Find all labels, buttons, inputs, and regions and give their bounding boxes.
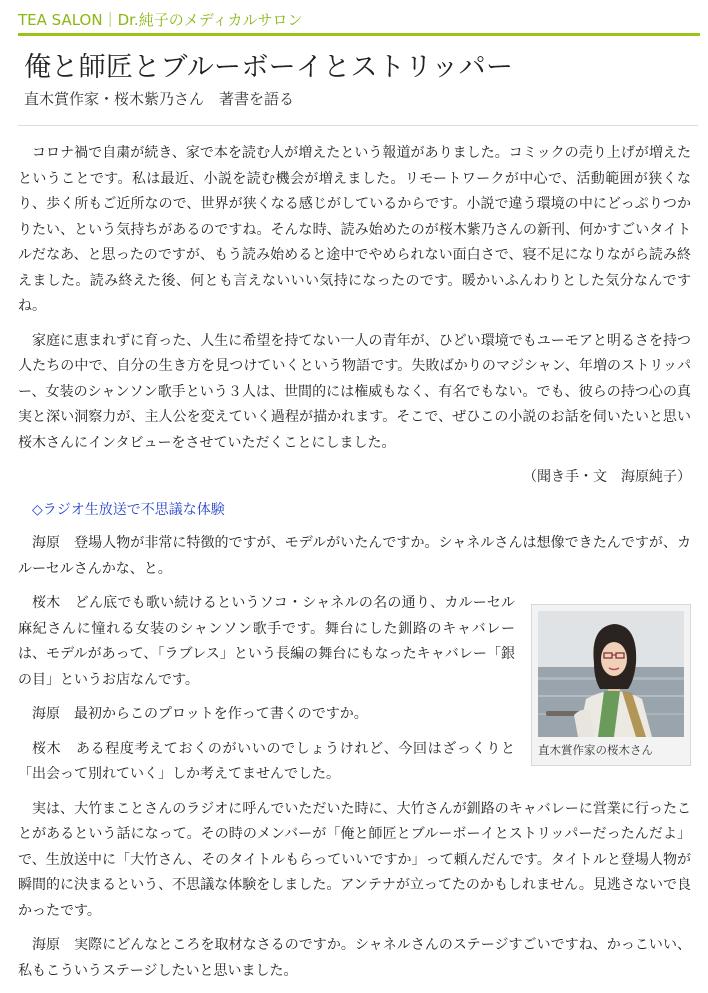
author-photo — [538, 611, 684, 737]
article-title-block — [24, 50, 513, 110]
author-credit: （聞き手・文 海原純子） — [523, 469, 691, 485]
title-divider — [18, 125, 698, 126]
intro-paragraph-2: 家庭に恵まれずに育った、人生に希望を持てない一人の青年が、ひどい環境でもユーモアと明るさを持つ人たちの中で、自分の生き方を見つけていくという物語です。失敗ばかりのマジシャン、年増のストリッパー、女装のシャンソン歌手という３人は、世間的には権威もなく、有名でもない。でも、彼らの持つ心の真実と深い洞察力が、主人公を変えていく過程が描かれます。そこで、ぜひこの小説のお話を伺いたいと思い桜木さんにインタビューをさせていただくことにしました。 — [18, 332, 691, 451]
interview-paragraph-1: 海原 登場人物が非常に特徴的ですが、モデルがいたんですか。シャネルさんは想像できたんですが、カルーセルさんかな、と。 — [18, 535, 691, 577]
article-title: 俺と師匠とブルーボーイとストリッパー — [24, 52, 514, 83]
interview-paragraph-5: 実は、大竹まことさんのラジオに呼んでいただいた時に、大竹さんが釧路のキャバレーに営業に行ったことがあるという話になって。その時のメンバーが「俺と師匠とブルーボーイとストリッパーだったんだよ」で、生放送中に「大竹さん、そのタイトルもらっていいですか」って頼んだんです。タイトルと登場人物が瞬間的に決まるという、不思議な体験をしました。アンテナが立ってたのかもしれません。見逃さないで良かったです。 — [18, 800, 691, 919]
interview-paragraph-2: 桜木 どん底でも歌い続けるというソコ・シャネルの名の通り、カルーセル麻紀さんに憧れる女装のシャンソン歌手です。舞台にした釧路のキャバレーは、モデルがあって、「ラブレス」という長編の舞台にもなったキャバレー「銀の目」というお店なんです。 — [18, 595, 515, 688]
intro-paragraph-1: コロナ禍で自粛が続き、家で本を読む人が増えたという報道がありました。コミックの売り上げが増えたということです。私は最近、小説を読む機会が増えました。リモートワークが中心で、活動範囲が狭くなり、歩く所もご近所なので、世界が狭くなる感じがしているからです。小説で違う環境の中にどっぷりつかりたい、という気持ちがあるのですね。そんな時、読み始めたのが桜木紫乃さんの新刊、何かすごいタイトルだなあ、と思ったのですが、もう読み始めると途中でやめられない面白さで、寝不足になりながら読み終えました。読み終えた後、何とも言えないいい気持になったのです。暖かいふんわりとした気分なんですね。 — [18, 145, 691, 314]
interview-paragraph-4: 桜木 ある程度考えておくのがいいのでしょうけれど、今回はざっくりと「出会って別れていく」しか考えてませんでした。 — [18, 740, 515, 782]
header-title[interactable]: TEA SALON｜Dr.純子のメディカルサロン — [18, 11, 303, 29]
section-heading: ◇ラジオ生放送で不思議な体験 — [32, 501, 225, 518]
interview-paragraph-3: 海原 最初からこのプロットを作って書くのですか。 — [32, 706, 368, 722]
site-header — [18, 10, 700, 36]
interview-paragraph-6: 海原 実際にどんなところを取材なさるのですか。シャネルさんのステージすごいですね、かっこいい、私もこういうステージしたいと思いました。 — [18, 937, 691, 979]
author-photo-box — [531, 604, 691, 766]
article-subtitle: 直木賞作家・桜木紫乃さん 著書を語る — [24, 90, 295, 108]
article-body — [18, 141, 691, 993]
photo-caption: 直木賞作家の桜木さん — [538, 743, 653, 757]
